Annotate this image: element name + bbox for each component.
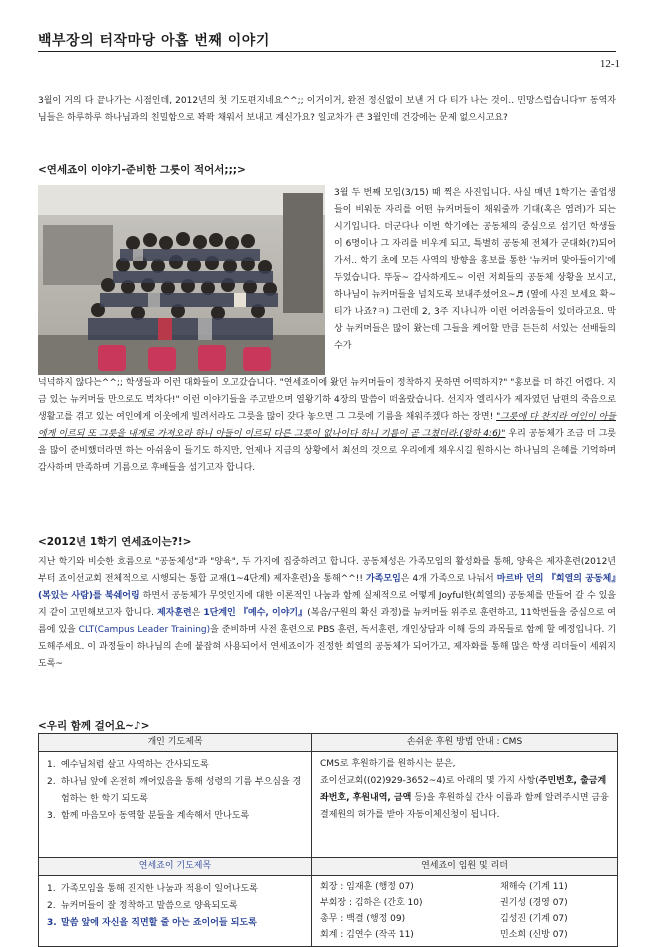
section2-paragraph (38, 554, 616, 673)
plan-text-3: 하면서 공동체가 무엇인지에 대한 이론적인 나눔과 함께 실제적으로 어떻게 Joyful한(희열의) 공동체를 만들어 갈 수 있을지 같이 고민해보고자 합니다. (38, 591, 616, 618)
plan-highlight-discipleship: 제자훈련 (156, 608, 192, 618)
list-item: 1. 예수님처럼 살고 사역하는 간사되도록 (47, 760, 209, 770)
cms-required-items: 주민번호, 출금계좌번호, 후원내역, 금액 (320, 776, 607, 803)
list-item: 3. 말씀 앞에 자신을 직면할 줄 아는 죠이어들 되도록 (47, 918, 257, 928)
plan-highlight-clt: CLT(Campus Leader Training) (78, 625, 211, 635)
section1-heading: <연세죠이 이야기-준비한 그릇이 적어서;;;> (38, 164, 246, 176)
plan-text-1: 지난 학기와 비슷한 흐름으로 "공동체성"과 "양육", 두 가지에 집중하려고 합니다. 공동체성은 가족모임의 활성화를 통해, 양육은 제자훈련(2012년부터 죠이선교회 전체적으로 시행되는 통합 교재(1~4단계) 제자훈련)을 통해^^!! (38, 557, 616, 584)
officer-entry: 총무 : 백결 (행정 09) (320, 914, 406, 924)
yonsei-prayer-header: 연세죠이 기도제목 (39, 858, 312, 876)
officer-entry: 부회장 : 김하은 (간호 10) (320, 898, 423, 908)
leader-entry: 민소희 (신방 07) (500, 930, 568, 940)
plan-highlight-book: 마르바 던의 『희열의 공동체』(복있는 사람)를 북쉐어링 (38, 574, 616, 601)
personal-prayer-header: 개인 기도제목 (39, 734, 312, 752)
cms-header: 손쉬운 후원 방법 안내 : CMS (312, 734, 618, 752)
section1-text-before-quote: 넉넉하지 않다는^^;; 학생들과 이런 대화들이 오고갔습니다. "연세죠이에 왔던 뉴커머들이 정착하지 못하면 어떡하지?" "홍보를 더 하긴 어렵다. 지금 있는 뉴커머들 만으로도 벅차다!" 이런 이야기들을 주고받으며 열왕기하 4장의 말씀이 떠올랐습니다. 선지자 엘리사가 제자였던 남편의 죽음으로 생활고를 겪고 있는 여인에게 이웃에게 빌려서라도 그릇을 많이 갖다 놓으면 그 그릇에 기름을 채워주겠다 하는 장면! (38, 378, 616, 422)
list-item: 1. 가족모임을 통해 진지한 나눔과 적용이 일어나도록 (47, 884, 258, 894)
list-item: 2. 하나님 앞에 온전히 깨어있음을 통해 성령의 기름 부으심을 경험하는 한 학기 되도록 (47, 777, 302, 804)
section1-side-text: 3월 두 번째 모임(3/15) 때 찍은 사진입니다. 사실 매년 1학기는 졸업생들이 비워둔 자리를 어떤 뉴커머들이 채워줄까 기대(혹은 염려)가 되는 시기입니다. 더군다나 이번 학기에는 공동체의 중심으로 섬기던 학생들이 6명이나 그 자리를 비우게 되고, 특별히 공동체 전체가 군대화(?)되어가서.. 학기 초에 모든 사역의 방향을 홍보를 통한 '뉴커머 맞아들이기'에 두었습니다. 뚜둥~ 감사하게도~ 이런 저희들의 공동체 상황을 보시고, 하나님이 뉴커머들을 넘치도록 보내주셨어요~♬ (옆에 사진 보세요 확~ 티가 나죠?ㅋ) 그런데 2, 3주 지나니까 이런 어려움들이 있더라고요. 막상 뉴커머들은 많이 왔는데 그들을 케어할 만큼 든든히 서있는 선배들의 수가 (334, 188, 616, 351)
officer-entry: 회장 : 임재훈 (행정 07) (320, 882, 414, 892)
plan-highlight-stage1: 1단계인 『예수, 이야기』 (203, 608, 308, 618)
cms-instructions: CMS로 후원하기를 원하시는 분은, 죠이선교회((02)929-3652~4)로 아래의 몇 가지 사항(주민번호, 출금계좌번호, 후원내역, 금액 등)을 후원하실 간사 이름과 함께 알려주시면 금융결제원의 허가를 받아 자동이체신청이 됩니다. (320, 759, 609, 820)
yonsei-prayer-list (39, 876, 311, 936)
officers-header: 연세죠이 임원 및 리더 (312, 858, 618, 876)
title-underline (38, 51, 616, 52)
plan-text-6: 을 준비하며 사전 훈련으로 PBS 훈련, 독서훈련, 개인상담과 이해 등의 과목들로 함께 할 예정입니다. 기도해주세요. 이 과정들이 하나님의 손에 붙잡혀 사용되어서 연세죠이가 진정한 희열의 공동체가 되어가고, 제자화를 통해 많은 학생 리더들이 세워지도록~ (38, 625, 617, 669)
page-title: 백부장의 터작마당 아홉 번째 이야기 (38, 33, 270, 49)
plan-text-5: (복음/구원의 확신 과정)를 뉴커머들 위주로 훈련하고, 11학번들을 중심으로 여름에 있을 (38, 608, 616, 635)
leader-entry: 권기성 (경영 07) (500, 898, 568, 908)
plan-highlight-family-meeting: 가족모임 (365, 574, 401, 584)
officers-list (312, 876, 617, 946)
plan-text-2: 은 4개 가족으로 나눠서 (400, 574, 497, 584)
plan-text-4: 은 (191, 608, 204, 618)
scripture-quote: "그릇에 다 찬지라 여인이 아들에게 이르되 또 그릇을 내게로 가져오라 하니 아들이 이르되 다른 그릇이 없나이다 하니 기름이 곧 그쳤더라.(왕하 4:6)" (38, 412, 616, 439)
section3-heading: <우리 함께 걸어요~♪> (38, 720, 150, 732)
group-photo (38, 185, 325, 375)
list-item: 2. 뉴커머들이 잘 정착하고 말씀으로 양육되도록 (47, 901, 238, 911)
group-photo-illustration (38, 185, 325, 375)
prayer-support-table (38, 733, 618, 947)
section1-text-after-quote: 우리 공동체가 조금 더 그릇을 많이 준비했더라면 하는 아쉬움이 들기도 하지만, 언제나 지금의 상황에서 최선의 것으로 우리에게 채우시길 원하시는 하나님의 은혜를 기억하며 감사하며 만족하며 기름으로 후배들을 섬기고자 합니다. (38, 429, 616, 473)
personal-prayer-list (39, 752, 311, 829)
leader-entry: 채해숙 (기계 11) (500, 882, 568, 892)
section2-heading: <2012년 1학기 연세죠이는?!> (38, 536, 192, 548)
intro-paragraph: 3월이 거의 다 끝나가는 시점인데, 2012년의 첫 기도편지네요^^;; 이거이거, 완전 정신없이 보낸 거 다 티가 나는 것이.. 민망스럽습니다ㅠ 동역자님들은 하루하루 하나님과의 친밀함으로 꽉꽉 채워서 보내고 계신가요? 일교차가 큰 3월인데 건강에는 문제 없으시고요? (38, 96, 616, 123)
list-item: 3. 함께 마음모아 동역할 분들을 계속해서 만나도록 (47, 811, 250, 821)
page-number: 12-1 (599, 58, 620, 70)
leader-entry: 김성진 (기계 07) (500, 914, 568, 924)
officer-entry: 회계 : 김연수 (작곡 11) (320, 930, 414, 940)
section1-continued-paragraph (38, 375, 616, 477)
